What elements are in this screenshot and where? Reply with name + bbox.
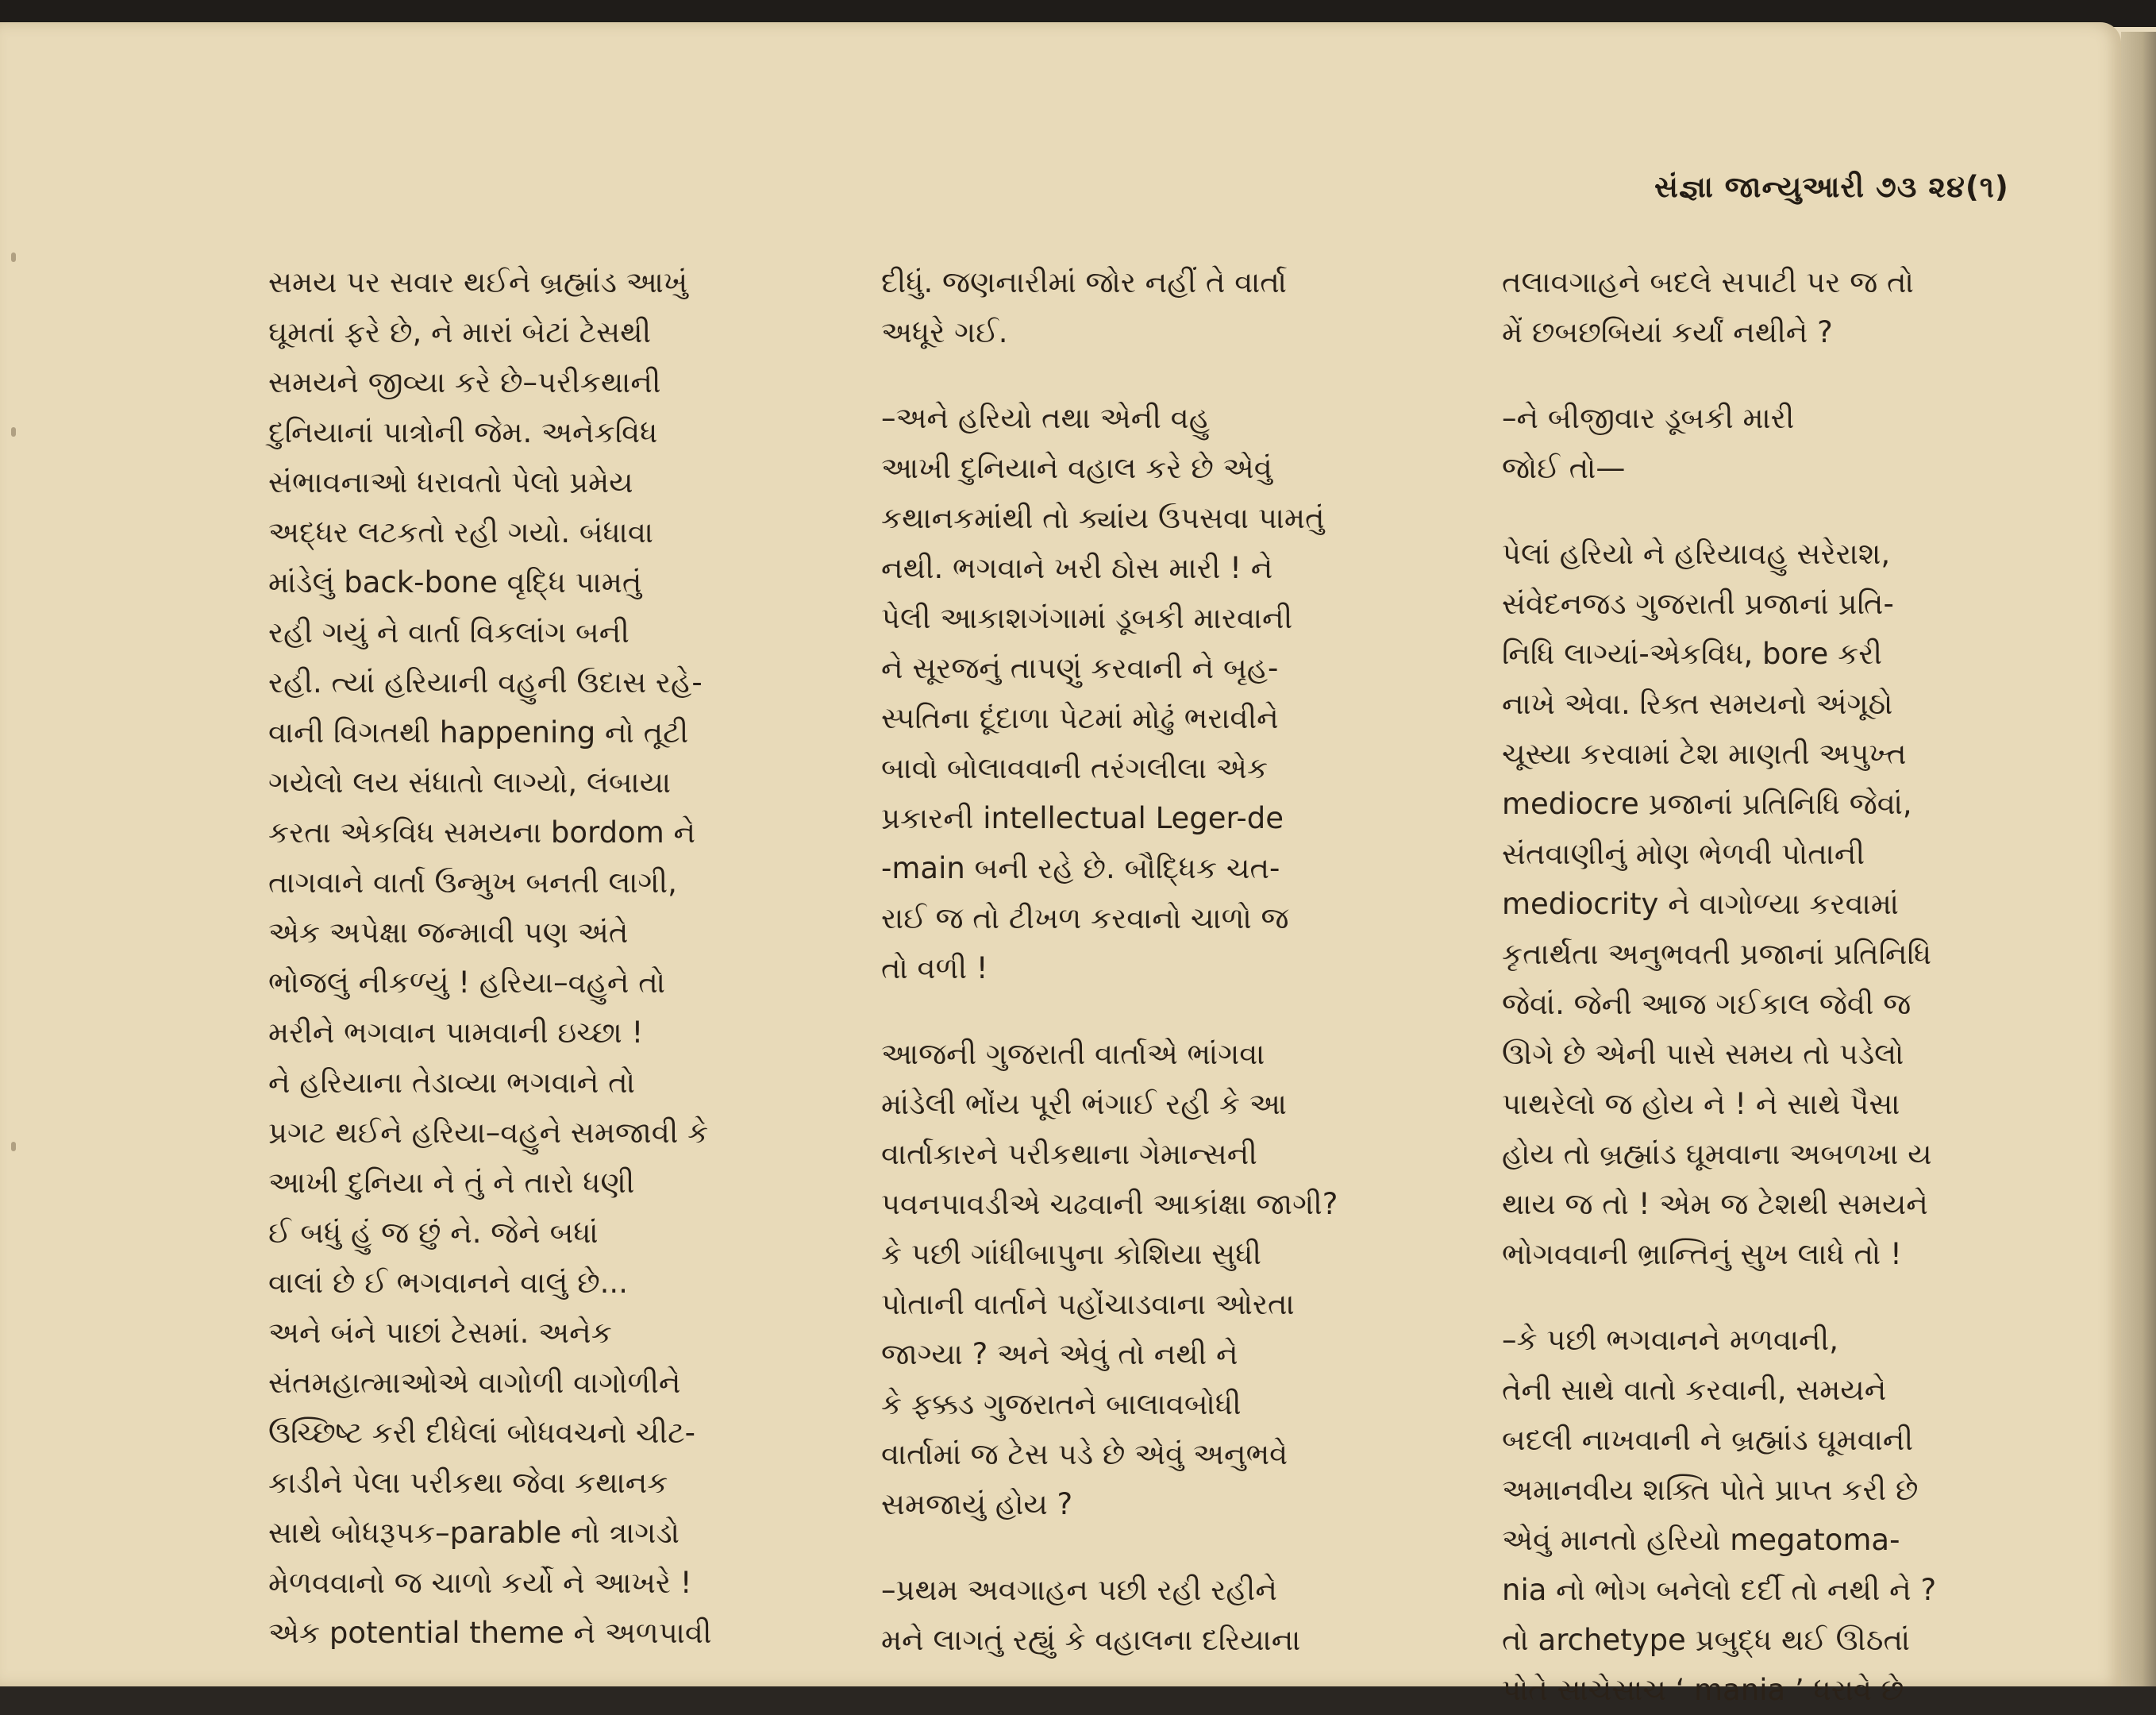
- text-line: nia નો ભોગ બનેલો દર્દી તો નથી ને ?: [1502, 1573, 1937, 1607]
- text-line: સમય પર સવાર થઈને બ્રહ્માંડ આખું: [268, 265, 688, 299]
- text-line: નાખે એવા. રિક્ત સમયનો અંગૂઠો: [1502, 687, 1893, 721]
- text-line: બદલી નાખવાની ને બ્રહ્માંડ ઘૂમવાની: [1502, 1423, 1914, 1457]
- text-line: સંવેદનજડ ગુજરાતી પ્રજાનાં પ્રતિ-: [1502, 587, 1894, 621]
- text-line: વાર્તાકારને પરીકથાના ગેમાન્સની: [881, 1137, 1257, 1171]
- text-line: પેલાં હરિયો ને હરિયાવહુ સરેરાશ,: [1502, 537, 1891, 571]
- text-line: એક અપેક્ષા જન્માવી પણ અંતે: [268, 915, 629, 950]
- paragraph-gap: [1502, 493, 1988, 529]
- text-line: રાઈ જ તો ટીખળ કરવાનો ચાળો જ: [881, 901, 1289, 935]
- page-edge: [2121, 32, 2156, 1686]
- text-line: –કે પછી ભગવાનને મળવાની,: [1502, 1323, 1838, 1357]
- text-line: સમયને જીવ્યા કરે છે–પરીકથાની: [268, 365, 661, 399]
- text-line: વાની વિગતથી happening નો તૂટી: [268, 715, 689, 750]
- text-line: પવનપાવડીએ ચઢવાની આકાંક્ષા જાગી?: [881, 1187, 1338, 1221]
- text-line: ને હરિયાના તેડાવ્યા ભગવાને તો: [268, 1066, 635, 1100]
- text-line: ને સૂરજનું તાપણું કરવાની ને બૃહ-: [881, 651, 1279, 685]
- text-line: તેની સાથે વાતો કરવાની, સમયને: [1502, 1373, 1887, 1407]
- text-line: અને બંને પાછાં ટેસમાં. અનેક: [268, 1316, 612, 1350]
- binding-hole: [11, 1142, 16, 1151]
- text-line: કૃતાર્થતા અનુભવતી પ્રજાનાં પ્રતિનિધિ: [1502, 937, 1932, 971]
- text-line: ભોગવવાની ભ્રાન્તિનું સુખ લાધે તો !: [1502, 1237, 1902, 1271]
- text-line: થાય જ તો ! એમ જ ટેશથી સમયને: [1502, 1187, 1928, 1221]
- text-line: એવું માનતો હરિયો megatoma-: [1502, 1523, 1900, 1557]
- paragraph-gap: [881, 357, 1365, 393]
- text-line: ભોજલું નીકળ્યું ! હરિયા–વહુને તો: [268, 965, 666, 1000]
- text-line: –ને બીજીવાર ડૂબકી મારી: [1502, 401, 1795, 435]
- text-line: પ્રકારની intellectual Leger-de: [881, 801, 1284, 835]
- text-line: આજની ગુજરાતી વાર્તાએ ભાંગવા: [881, 1037, 1265, 1071]
- text-line: રહી. ત્યાં હરિયાની વહુની ઉદાસ રહે-: [268, 665, 703, 699]
- text-line: સંભાવનાઓ ધરાવતો પેલો પ્રમેય: [268, 465, 633, 499]
- text-line: નિધિ લાગ્યાં-એકવિધ, bore કરી: [1502, 637, 1882, 671]
- text-line: પોતે સાચેસાચ ‘ mania ’ ધરાવે છે: [1502, 1673, 1904, 1707]
- text-line: કે પછી ગાંધીબાપુના કોશિયા સુધી: [881, 1237, 1262, 1271]
- text-line: તલાવગાહને બદલે સપાટી પર જ તો: [1502, 265, 1914, 299]
- text-line: વાલાં છે ઈ ભગવાનને વાલું છે...: [268, 1266, 628, 1300]
- text-line: અમાનવીય શક્તિ પોતે પ્રાપ્ત કરી છે: [1502, 1473, 1919, 1507]
- paper-page: [0, 22, 2121, 1707]
- text-line: mediocrity ને વાગોળ્યા કરવામાં: [1502, 887, 1899, 921]
- text-line: મેળવવાનો જ ચાળો કર્યો ને આખરે !: [268, 1566, 692, 1600]
- text-column-left: [268, 257, 749, 1658]
- text-line: કરતા એકવિધ સમયના bordom ને: [268, 815, 696, 850]
- text-line: મરીને ભગવાન પામવાની ઇચ્છા !: [268, 1016, 644, 1050]
- text-line: પેલી આકાશગંગામાં ડૂબકી મારવાની: [881, 601, 1293, 635]
- text-column-middle: [881, 257, 1365, 1665]
- text-line: પ્રગટ થઈને હરિયા–વહુને સમજાવી કે: [268, 1116, 709, 1150]
- text-line: તો archetype પ્રબુદ્ધ થઈ ઊઠતાં: [1502, 1623, 1911, 1657]
- text-line: વાર્તામાં જ ટેસ પડે છે એવું અનુભવે: [881, 1437, 1288, 1471]
- text-line: જેવાં. જેની આજ ગઈકાલ જેવી જ: [1502, 987, 1912, 1021]
- paragraph-gap: [881, 993, 1365, 1029]
- paragraph-gap: [881, 1529, 1365, 1565]
- text-line: તાગવાને વાર્તા ઉન્મુખ બનતી લાગી,: [268, 865, 677, 900]
- text-line: -main બની રહે છે. બૌદ્ધિક ચત-: [881, 851, 1280, 885]
- text-line: mediocre પ્રજાનાં પ્રતિનિધિ જેવાં,: [1502, 787, 1912, 821]
- text-line: નથી. ભગવાને ખરી ઠોસ મારી ! ને: [881, 551, 1273, 585]
- text-line: ઉચ્છિષ્ટ કરી દીધેલાં બોધવચનો ચીટ-: [268, 1416, 695, 1450]
- text-line: સમજાયું હોય ?: [881, 1487, 1073, 1521]
- text-line: માંડેલું back-bone વૃદ્ધિ પામતું: [268, 565, 642, 599]
- text-line: અદ્ધર લટકતો રહી ગયો. બંધાવા: [268, 515, 653, 549]
- text-line: કાડીને પેલા પરીકથા જેવા કથાનક: [268, 1466, 668, 1500]
- text-line: હોય તો બ્રહ્માંડ ઘૂમવાના અબળખા ય: [1502, 1137, 1932, 1171]
- binding-hole: [11, 252, 16, 262]
- text-line: મેં છબછબિયાં કર્યાં નથીને ?: [1502, 315, 1833, 349]
- text-line: ઈ બધું હું જ છું ને. જેને બધાં: [268, 1216, 599, 1250]
- text-line: કે ફક્કડ ગુજરાતને બાલાવબોધી: [881, 1387, 1242, 1421]
- text-line: રહી ગયું ને વાર્તા વિકલાંગ બની: [268, 615, 629, 649]
- text-line: એક potential theme ને અળપાવી: [268, 1616, 712, 1650]
- text-line: પાથરેલો જ હોય ને ! ને સાથે પૈસા: [1502, 1087, 1900, 1121]
- text-line: સ્પતિના દૂંદાળા પેટમાં મોઢું ભરાવીને: [881, 701, 1279, 735]
- text-line: બાવો બોલાવવાની તરંગલીલા એક: [881, 751, 1269, 785]
- text-line: અધૂરે ગઈ.: [881, 315, 1008, 349]
- text-line: આખી દુનિયા ને તું ને તારો ધણી: [268, 1166, 635, 1200]
- text-line: –અને હરિયો તથા એની વહુ: [881, 401, 1211, 435]
- paragraph-gap: [1502, 1279, 1988, 1315]
- text-line: કથાનકમાંથી તો ક્યાંય ઉપસવા પામતું: [881, 501, 1325, 535]
- binding-hole: [11, 427, 16, 437]
- text-line: તો વળી !: [881, 951, 988, 985]
- text-line: જોઈ તો—: [1502, 451, 1626, 485]
- paragraph-gap: [1502, 357, 1988, 393]
- text-line: ચૂસ્યા કરવામાં ટેશ માણતી અપુખ્ત: [1502, 737, 1907, 771]
- text-line: માંડેલી ભોંય પૂરી ભંગાઈ રહી કે આ: [881, 1087, 1287, 1121]
- text-line: સંતવાણીનું મોણ ભેળવી પોતાની: [1502, 837, 1865, 871]
- text-line: દીધું. જણનારીમાં જોર નહીં તે વાર્તા: [881, 265, 1287, 299]
- text-line: ઘૂમતાં ફરે છે, ને મારાં બેટાં ટેસથી: [268, 315, 652, 349]
- text-line: આખી દુનિયાને વહાલ કરે છે એવું: [881, 451, 1272, 485]
- text-line: દુનિયાનાં પાત્રોની જેમ. અનેકવિધ: [268, 415, 658, 449]
- text-line: ઊગે છે એની પાસે સમય તો પડેલો: [1502, 1037, 1904, 1071]
- text-line: ગયેલો લય સંધાતો લાગ્યો, લંબાયા: [268, 765, 672, 800]
- text-line: સંતમહાત્માઓએ વાગોળી વાગોળીને: [268, 1366, 681, 1400]
- running-header: સંજ્ઞા જાન્યુઆરી ૭૩ ૨૪(૧): [1654, 170, 2009, 204]
- text-line: સાથે બોધરૂપક–parable નો ત્રાગડો: [268, 1516, 680, 1550]
- text-line: જાગ્યા ? અને એવું તો નથી ને: [881, 1337, 1238, 1371]
- text-column-right: [1502, 257, 1988, 1715]
- text-line: –પ્રથમ અવગાહન પછી રહી રહીને: [881, 1573, 1277, 1607]
- text-line: પોતાની વાર્તાને પહોંચાડવાના ઓરતા: [881, 1287, 1295, 1321]
- text-line: મને લાગતું રહ્યું કે વહાલના દરિયાના: [881, 1623, 1301, 1657]
